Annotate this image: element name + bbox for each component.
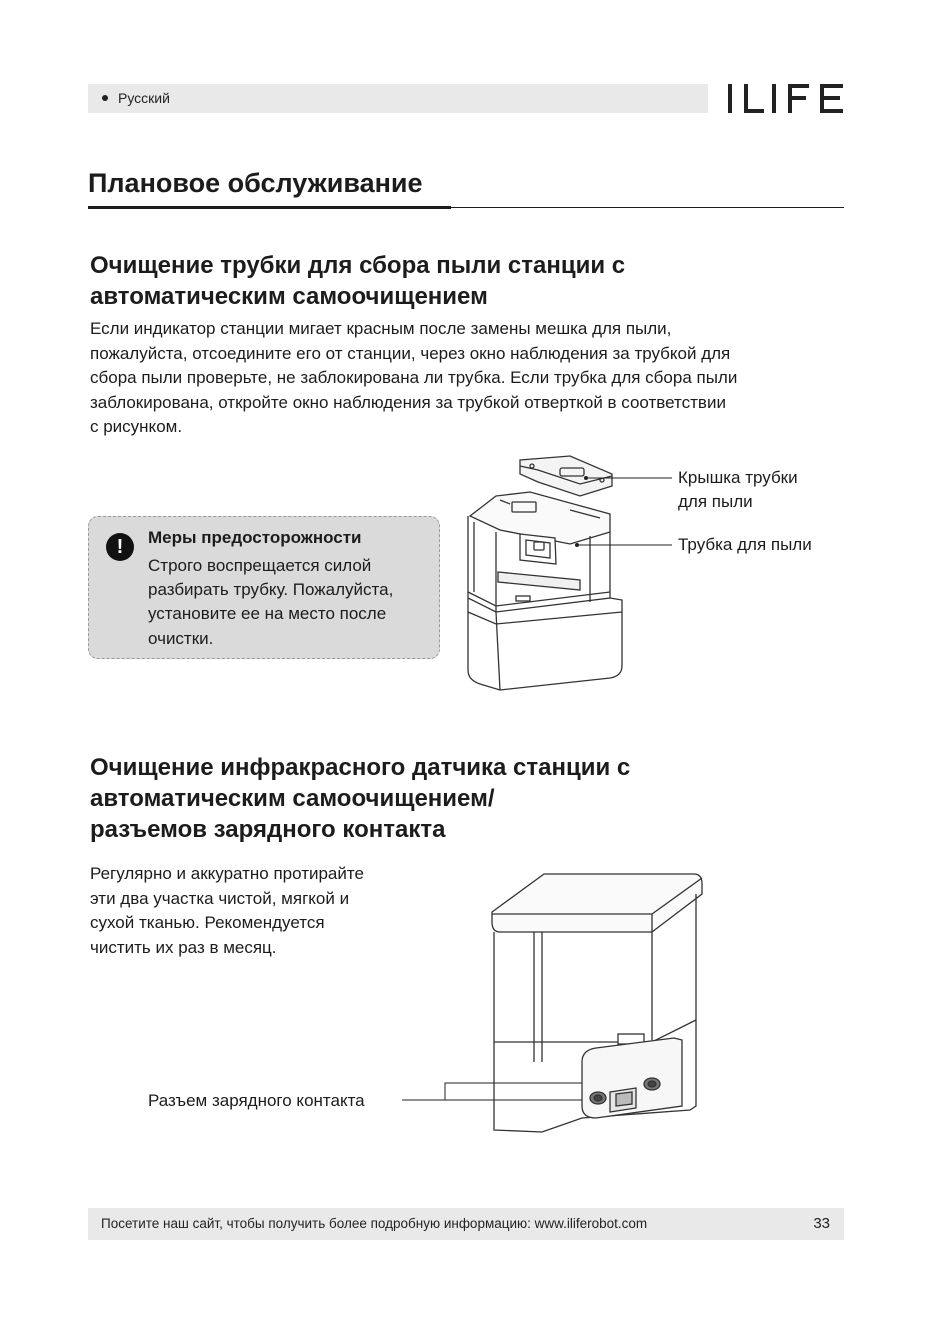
section1-heading-line: Очищение трубки для сбора пыли станции с bbox=[90, 252, 626, 279]
cover-callout bbox=[678, 466, 798, 514]
language-label: Русский bbox=[118, 90, 170, 106]
contact-callout: Разъем зарядного контакта bbox=[148, 1091, 365, 1110]
body-line: сухой тканью. Рекомендуется bbox=[90, 913, 325, 932]
section1-heading-line: автоматическим самоочищением bbox=[90, 283, 488, 310]
section2-heading-line: Очищение инфракрасного датчика станции с bbox=[90, 754, 631, 781]
caution-title: Меры предосторожности bbox=[148, 528, 362, 547]
body-line: пожалуйста, отсоедините его от станции, через окно наблюдения за трубкой для bbox=[90, 343, 731, 363]
footer-bar bbox=[88, 1208, 844, 1240]
body-line: сбора пыли проверьте, не заблокирована ли трубка. Если трубка для сбора пыли bbox=[90, 368, 738, 387]
footer-text: Посетите наш сайт, чтобы получить более подробную информацию: www.iliferobot.com bbox=[101, 1216, 648, 1231]
tube-callout: Трубка для пыли bbox=[678, 535, 812, 554]
body-line: Если индикатор станции мигает красным после замены мешка для пыли, bbox=[90, 319, 672, 338]
callout-line: Крышка трубки bbox=[678, 468, 798, 487]
caution-line: очистки. bbox=[148, 628, 214, 648]
section2-heading-line: автоматическим самоочищением/ bbox=[90, 785, 495, 812]
section2-body bbox=[90, 862, 364, 960]
section2-heading bbox=[90, 752, 630, 845]
body-line: Регулярно и аккуратно протирайте bbox=[90, 864, 364, 883]
page-title: Плановое обслуживание bbox=[88, 168, 423, 198]
caution-line: разбирать трубку. Пожалуйста, bbox=[148, 580, 394, 600]
body-line: эти два участка чистой, мягкой и bbox=[90, 888, 350, 908]
body-line: с рисунком. bbox=[90, 417, 183, 436]
caution-line: Строго воспрещается силой bbox=[148, 556, 372, 575]
callout-line: для пыли bbox=[678, 492, 753, 511]
body-line: заблокирована, откройте окно наблюдения за трубкой отверткой в соответствии bbox=[90, 392, 726, 412]
exclamation-icon: ! bbox=[106, 533, 134, 561]
station-illustration bbox=[486, 870, 716, 1150]
caution-line: установите ее на место после bbox=[148, 604, 387, 624]
body-line: чистить их раз в месяц. bbox=[90, 937, 277, 957]
section2-heading-line: разъемов зарядного контакта bbox=[90, 816, 446, 843]
page-number: 33 bbox=[813, 1215, 830, 1232]
